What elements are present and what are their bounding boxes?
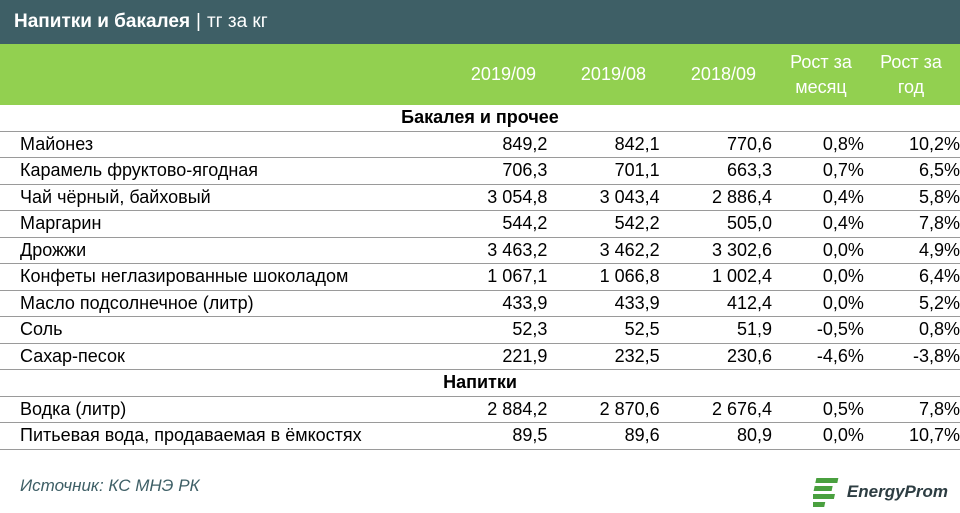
table-footer	[0, 470, 960, 513]
growth-month: 0,0%	[772, 237, 864, 264]
value-2019-09: 1 067,1	[435, 264, 547, 291]
table-row	[0, 131, 960, 158]
table-row	[0, 317, 960, 344]
value-2018-09: 80,9	[660, 423, 772, 450]
product-name: Соль	[0, 317, 435, 344]
growth-month: 0,0%	[772, 423, 864, 450]
value-2018-09: 230,6	[660, 343, 772, 370]
value-2019-09: 706,3	[435, 158, 547, 185]
section-row	[0, 370, 960, 397]
growth-month: 0,8%	[772, 131, 864, 158]
value-2019-09: 849,2	[435, 131, 547, 158]
value-2019-09: 433,9	[435, 290, 547, 317]
value-2019-08: 232,5	[547, 343, 659, 370]
section-title: Напитки	[0, 370, 960, 397]
growth-year: 7,8%	[864, 396, 960, 423]
product-name: Маргарин	[0, 211, 435, 238]
product-name: Питьевая вода, продаваемая в ёмкостях	[0, 423, 435, 450]
growth-month: 0,0%	[772, 290, 864, 317]
product-name: Масло подсолнечное (литр)	[0, 290, 435, 317]
product-name: Сахар-песок	[0, 343, 435, 370]
value-2019-08: 89,6	[547, 423, 659, 450]
table-row	[0, 423, 960, 450]
col-2019-09: 2019/09	[470, 64, 536, 84]
value-2018-09: 412,4	[660, 290, 772, 317]
table-unit: тг за кг	[206, 11, 268, 32]
growth-year: 10,7%	[864, 423, 960, 450]
growth-year: 5,2%	[864, 290, 960, 317]
growth-month: -4,6%	[772, 343, 864, 370]
growth-month: 0,7%	[772, 158, 864, 185]
energyprom-logo	[813, 474, 948, 510]
growth-year: 7,8%	[864, 211, 960, 238]
col-growth-month-line1: Рост за	[790, 52, 852, 72]
col-2019-08: 2019/08	[580, 64, 646, 84]
growth-month: 0,5%	[772, 396, 864, 423]
col-growth-year-line2: год	[897, 77, 925, 97]
col-growth-month-line2: месяц	[795, 77, 847, 97]
value-2019-08: 542,2	[547, 211, 659, 238]
value-2019-08: 2 870,6	[547, 396, 659, 423]
growth-month: 0,0%	[772, 264, 864, 291]
col-growth-year-line1: Рост за	[880, 52, 942, 72]
table-row	[0, 158, 960, 185]
product-name: Водка (литр)	[0, 396, 435, 423]
product-name: Дрожжи	[0, 237, 435, 264]
price-table-body	[0, 105, 960, 449]
col-growth-month	[776, 50, 866, 100]
table-row	[0, 237, 960, 264]
value-2019-09: 3 054,8	[435, 184, 547, 211]
col-growth-year	[866, 50, 956, 100]
value-2018-09: 2 886,4	[660, 184, 772, 211]
product-name: Майонез	[0, 131, 435, 158]
value-2019-09: 221,9	[435, 343, 547, 370]
source-note: Источник: КС МНЭ РК	[20, 476, 200, 495]
product-name: Конфеты неглазированные шоколадом	[0, 264, 435, 291]
column-header-row	[0, 44, 960, 105]
value-2019-09: 2 884,2	[435, 396, 547, 423]
logo-text: EnergyProm	[846, 482, 948, 501]
value-2019-08: 3 043,4	[547, 184, 659, 211]
growth-year: 4,9%	[864, 237, 960, 264]
table-row	[0, 290, 960, 317]
product-name: Карамель фруктово-ягодная	[0, 158, 435, 185]
product-name: Чай чёрный, байховый	[0, 184, 435, 211]
table-row	[0, 264, 960, 291]
value-2019-08: 3 462,2	[547, 237, 659, 264]
section-row	[0, 105, 960, 131]
growth-year: 5,8%	[864, 184, 960, 211]
value-2019-09: 544,2	[435, 211, 547, 238]
growth-year: 6,5%	[864, 158, 960, 185]
value-2019-09: 3 463,2	[435, 237, 547, 264]
value-2018-09: 770,6	[660, 131, 772, 158]
value-2019-08: 1 066,8	[547, 264, 659, 291]
value-2018-09: 51,9	[660, 317, 772, 344]
growth-month: 0,4%	[772, 211, 864, 238]
growth-year: -3,8%	[864, 343, 960, 370]
col-2018-09: 2018/09	[690, 64, 756, 84]
section-title: Бакалея и прочее	[0, 105, 960, 131]
growth-month: -0,5%	[772, 317, 864, 344]
value-2018-09: 3 302,6	[660, 237, 772, 264]
price-table	[0, 105, 960, 450]
table-row	[0, 211, 960, 238]
table-row	[0, 396, 960, 423]
value-2018-09: 2 676,4	[660, 396, 772, 423]
value-2019-08: 701,1	[547, 158, 659, 185]
value-2018-09: 663,3	[660, 158, 772, 185]
growth-month: 0,4%	[772, 184, 864, 211]
value-2019-08: 842,1	[547, 131, 659, 158]
value-2019-08: 433,9	[547, 290, 659, 317]
table-header-bar	[0, 0, 960, 44]
value-2018-09: 1 002,4	[660, 264, 772, 291]
value-2019-09: 52,3	[435, 317, 547, 344]
table-row	[0, 343, 960, 370]
growth-year: 6,4%	[864, 264, 960, 291]
table-row	[0, 184, 960, 211]
growth-year: 0,8%	[864, 317, 960, 344]
energyprom-logo-icon	[813, 475, 843, 509]
value-2018-09: 505,0	[660, 211, 772, 238]
growth-year: 10,2%	[864, 131, 960, 158]
value-2019-09: 89,5	[435, 423, 547, 450]
table-title: Напитки и бакалея	[14, 11, 191, 32]
title-separator: |	[196, 11, 201, 32]
value-2019-08: 52,5	[547, 317, 659, 344]
